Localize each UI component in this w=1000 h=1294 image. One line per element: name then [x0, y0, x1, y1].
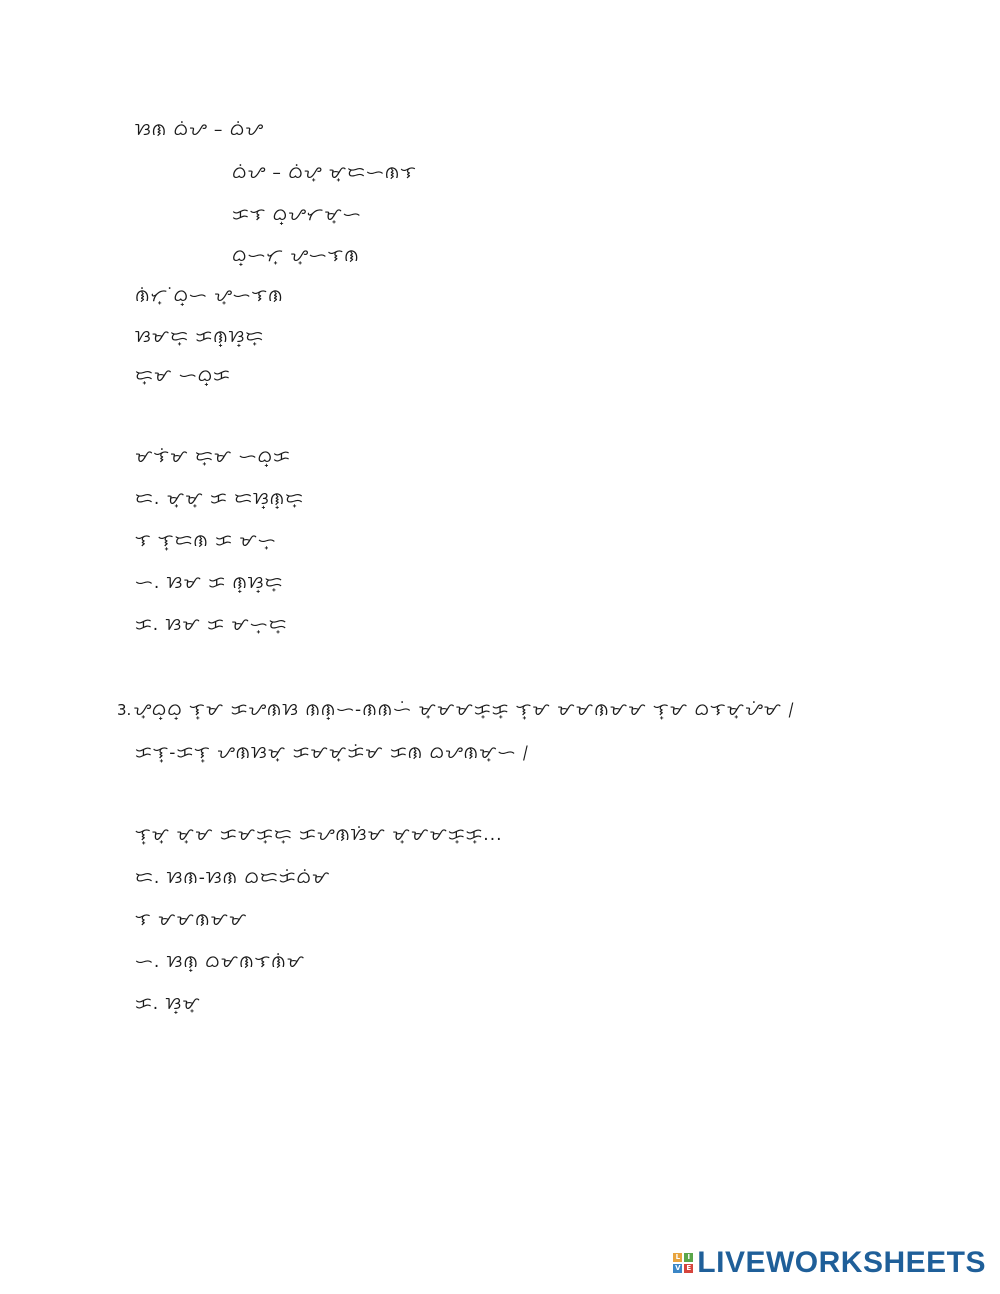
- question-number: 3.: [117, 701, 132, 719]
- text-line: ᜇ᜔ᜋ ᜑᜊ᜔ᜃ: [135, 366, 231, 386]
- text-line: ᜋᜎᜒᜋ ᜇ᜔ᜋ ᜑᜊ᜔ᜃ: [135, 447, 291, 467]
- option-a: ᜇ. ᜋ᜔ᜋ᜔ ᜃ ᜇᜐ᜔ᜈ᜔ᜇ᜔: [135, 489, 304, 509]
- logo-mark-icon: L I V E: [673, 1253, 693, 1273]
- text-line: ᜈᜒᜆ᜔ ᜒᜊ᜔ᜑ ᜌ᜔ᜑᜎᜈ: [135, 286, 284, 306]
- option-b: ᜎ ᜋᜋᜈᜋᜋ: [135, 910, 248, 930]
- option-b: ᜎ ᜎ᜔ᜇᜈ ᜃ ᜋᜑ᜔: [135, 531, 277, 551]
- logo-text: LIVEWORKSHEETS: [697, 1246, 986, 1279]
- text-line: ᜎ᜔ᜋ᜔ ᜋ᜔ᜋ ᜃᜋᜃ᜔ᜇ᜔ ᜃᜌᜈᜐᜒᜋ ᜋ᜔ᜋᜋᜃ᜔ᜃ᜔...: [135, 825, 503, 845]
- option-c: ᜑ. ᜐᜋ ᜃ ᜈ᜔ᜐ᜔ᜇ᜔: [135, 573, 284, 593]
- text-line: ᜃᜎ᜔-ᜃᜎ᜔ ᜌᜈᜐᜋ᜔ ᜃᜋᜋ᜔ᜃᜒᜋ ᜃᜈ ᜊᜌᜈᜋ᜔ᜑ ᜵: [135, 743, 530, 763]
- option-c: ᜑ. ᜐᜈ᜔ ᜊᜋᜈᜎᜈᜒᜋ: [135, 952, 306, 972]
- text-line: ᜊ᜔ᜑᜆ᜔ ᜌ᜔ᜑᜎᜈ: [232, 246, 360, 266]
- option-d: ᜃ. ᜐ᜔ᜋ᜔: [135, 994, 201, 1014]
- text-line: ᜐᜈ ᜊᜒᜌ – ᜊᜒᜌ: [135, 120, 264, 140]
- text-line: ᜊᜒᜌ – ᜊᜒᜌ᜔ ᜋ᜔ᜇᜑᜈᜎ: [232, 163, 417, 183]
- text-line: ᜃᜎ ᜊ᜔ᜌᜆᜋ᜔ᜑ: [232, 205, 362, 225]
- text-line: ᜐᜋᜇ᜔ ᜃᜈ᜔ᜐ᜔ᜇ᜔: [135, 327, 265, 347]
- question-text: ᜌ᜔ᜊ᜔ᜊ᜔ ᜎ᜔ᜋ ᜃᜌᜈᜐ ᜈᜈ᜔ᜑ-ᜈᜈᜑᜒ ᜋ᜔ᜋᜋᜃ᜔ᜃ᜔ ᜎ᜔ᜋ ᜋᜋᜈᜋᜋ ᜎ᜔ᜋ ᜊᜎᜋ᜔ᜌᜒᜋ ᜵: [133, 700, 795, 720]
- option-a: ᜇ. ᜐᜈ-ᜐᜈ ᜊᜇᜃᜒᜊᜒᜋ: [135, 868, 331, 888]
- liveworksheets-logo: [673, 1246, 986, 1280]
- question-3: [117, 697, 795, 720]
- option-d: ᜃ. ᜐᜋ ᜃ ᜋᜑ᜔ᜇ᜔: [135, 615, 288, 635]
